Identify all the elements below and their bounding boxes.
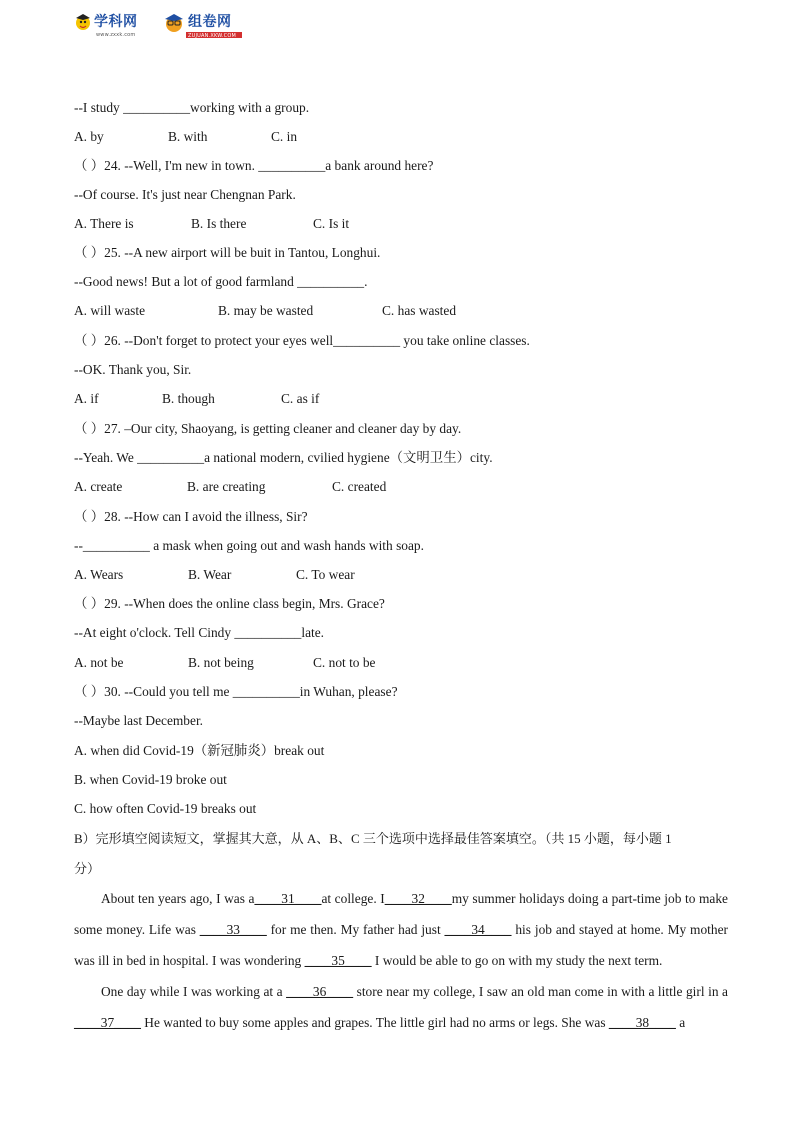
blank-36: ____36____	[286, 984, 354, 999]
option-b: B. with	[168, 129, 208, 144]
q30-answer: --Maybe last December.	[74, 713, 204, 728]
blank-38: ____38____	[608, 1015, 676, 1030]
section-b-instructions: B）完形填空阅读短文，掌握其大意，从 A、B、C 三个选项中选择最佳答案填空。（共 15 小题，每小题 1	[74, 831, 672, 846]
option-c: C. has wasted	[382, 303, 457, 318]
q30-option-b: B. when Covid-19 broke out	[74, 772, 227, 787]
passage-text: He wanted to buy some apples and grapes. The little girl had no arms or legs. She was	[140, 1015, 609, 1030]
q25-answer: --Good news! But a lot of good farmland __________.	[74, 274, 368, 289]
q23-answer-line: --I study __________working with a group.	[74, 100, 310, 115]
option-c: C. as if	[281, 391, 320, 406]
blank-31: ____31____	[254, 891, 322, 906]
passage-text: my summer holidays doing a part-time job to make some money. Life was	[74, 891, 728, 937]
passage-paragraph-2	[74, 976, 728, 1038]
q30-option-c: C. how often Covid-19 breaks out	[74, 801, 257, 816]
zjw-logo-sub: ZUJUAN.XKW.COM	[188, 33, 236, 39]
passage-text: One day while I was working at a	[101, 984, 287, 999]
option-b: B. Is there	[191, 216, 247, 231]
blank-37: ____37____	[74, 1015, 141, 1030]
option-c: C. not to be	[313, 655, 376, 670]
q27-question: （ ）27. –Our city, Shaoyang, is getting cleaner and cleaner day by day.	[74, 421, 462, 436]
zjw-logo-text: 组卷网	[188, 14, 232, 30]
q30-question: （ ）30. --Could you tell me __________in Wuhan, please?	[74, 684, 398, 699]
q29-question: （ ）29. --When does the online class begin, Mrs. Grace?	[74, 596, 385, 611]
option-a: A. There is	[74, 216, 134, 231]
passage-text: at college. I	[321, 891, 385, 906]
header-logos	[74, 10, 254, 40]
option-a: A. Wears	[74, 567, 124, 582]
q26-answer: --OK. Thank you, Sir.	[74, 362, 192, 377]
passage-text: store near my college, I saw an old man come in with a little girl in a	[353, 984, 728, 999]
passage-text: a	[675, 1015, 686, 1030]
passage-text: About ten years ago, I was a	[101, 891, 255, 906]
q28-question: （ ）28. --How can I avoid the illness, Sir?	[74, 509, 308, 524]
option-c: C. To wear	[296, 567, 355, 582]
q29-answer: --At eight o'clock. Tell Cindy __________late.	[74, 625, 325, 640]
option-a: A. create	[74, 479, 123, 494]
blank-34: ____34____	[444, 922, 512, 937]
option-c: C. Is it	[313, 216, 350, 231]
passage-text: his job and stayed at home. My mother was ill in bed in hospital. I was wondering	[74, 922, 728, 968]
q30-option-a: A. when did Covid-19（新冠肺炎）break out	[74, 743, 325, 758]
option-b: B. are creating	[187, 479, 266, 494]
passage-text: I would be able to go on with my study the next term.	[371, 953, 663, 968]
passage-paragraph-1	[74, 883, 728, 976]
q28-answer: --__________ a mask when going out and wash hands with soap.	[74, 538, 424, 553]
option-a: A. not be	[74, 655, 124, 670]
blank-33: ____33____	[199, 922, 267, 937]
option-a: A. will waste	[74, 303, 146, 318]
option-b: B. though	[162, 391, 215, 406]
option-b: B. Wear	[188, 567, 232, 582]
section-b-instructions-cont: 分）	[74, 861, 101, 876]
q26-question: （ ）26. --Don't forget to protect your eyes well__________ you take online classes.	[74, 333, 530, 348]
blank-32: ____32____	[384, 891, 452, 906]
xkw-logo-text: 学科网	[94, 14, 138, 30]
blank-35: ____35____	[304, 953, 372, 968]
option-a: A. if	[74, 391, 99, 406]
option-b: B. may be wasted	[218, 303, 314, 318]
option-b: B. not being	[188, 655, 254, 670]
option-c: C. created	[332, 479, 387, 494]
q27-answer: --Yeah. We __________a national modern, cvilied hygiene（文明卫生）city.	[74, 450, 493, 465]
option-c: C. in	[271, 129, 298, 144]
q24-answer: --Of course. It's just near Chengnan Park.	[74, 187, 296, 202]
q24-question: （ ）24. --Well, I'm new in town. __________a bank around here?	[74, 158, 434, 173]
xkw-logo-url: www.zxxk.com	[96, 32, 136, 38]
option-a: A. by	[74, 129, 104, 144]
passage-text: for me then. My father had just	[266, 922, 445, 937]
q25-question: （ ）25. --A new airport will be buit in Tantou, Longhui.	[74, 245, 381, 260]
